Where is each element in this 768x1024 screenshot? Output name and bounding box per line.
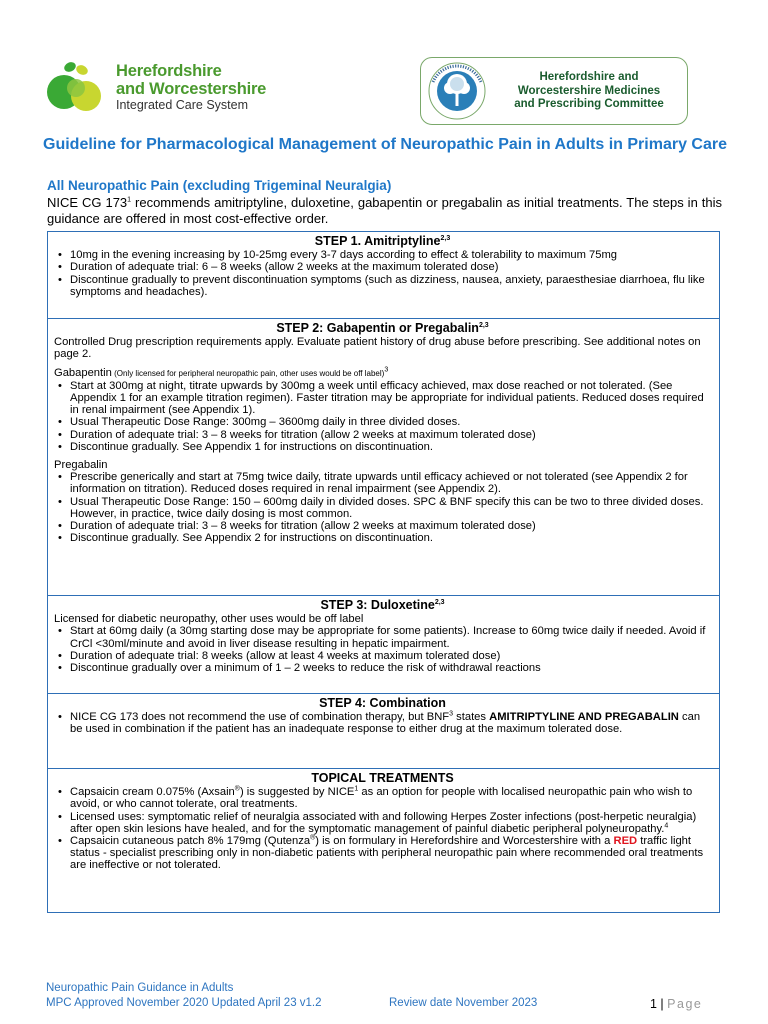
topical-b1-b: ) is suggested by NICE — [239, 786, 355, 799]
step4-text-b: states — [453, 711, 490, 724]
step2-section — [48, 319, 719, 596]
list-item — [54, 711, 711, 735]
step3-note: Licensed for diabetic neuropathy, other uses would be off label — [54, 613, 364, 626]
list-item: • Discontinue gradually. See Appendix 2 for instructions on discontinuation. — [54, 532, 711, 544]
step3-section — [48, 596, 719, 694]
step2-ref: 2,3 — [478, 321, 489, 329]
step4-section — [48, 694, 719, 769]
topical-b1-reg: ® — [234, 785, 240, 793]
list-item: • Prescribe generically and start at 75mg twice daily, titrate upwards until efficacy achieved or not tolerated (see Appendix 2 for information on titration). Reduced doses required in renal impairment (see Appendix 2). — [54, 471, 711, 495]
ics-logo — [46, 58, 316, 114]
topical-list — [54, 786, 711, 871]
red-status-label: RED — [613, 835, 638, 848]
list-item — [54, 786, 711, 810]
list-item: • Duration of adequate trial: 3 – 8 weeks for titration (allow 2 weeks at maximum tolerated dose) — [54, 429, 711, 441]
footer-row2 — [46, 996, 716, 1011]
intro-text — [47, 195, 722, 226]
step1-title-text: STEP 1. Amitriptyline — [314, 234, 441, 248]
list-item: • 10mg in the evening increasing by 10-25mg every 3-7 days according to effect & tolerability to maximum 75mg — [54, 249, 711, 261]
step1-ref: 2,3 — [440, 234, 451, 242]
list-item — [54, 811, 711, 835]
list-item: • Usual Therapeutic Dose Range: 300mg – 3600mg daily in three divided doses. — [54, 416, 711, 428]
list-item — [54, 835, 711, 872]
ics-logo-line2: and Worcestershire — [116, 80, 267, 98]
page-number-value: 1 — [650, 997, 657, 1011]
step4-list — [54, 711, 711, 735]
ics-logo-line1: Herefordshire — [116, 62, 222, 80]
step4-text-a: NICE CG 173 does not recommend the use of combination therapy, but BNF — [70, 711, 450, 724]
page-word: Page — [667, 997, 703, 1011]
step4-title: STEP 4: Combination — [319, 696, 446, 710]
footer-review: Review date November 2023 — [389, 997, 538, 1009]
mpc-logo — [420, 57, 688, 125]
step2-note: Controlled Drug prescription requirements apply. Evaluate patient history of drug abuse before prescribing. See additional notes on page 2. — [54, 336, 701, 361]
topical-b2-a: Licensed uses: symptomatic relief of neuralgia associated with and following Herpes Zoster infections (post-herpetic neuralgia) after open skin lesions have healed, and for the symptomatic management of painful diabetic peripheral polyneuropathy. — [70, 810, 697, 835]
topical-b3-a: Capsaicin cutaneous patch 8% 179mg (Qutenza — [70, 835, 311, 848]
step1-section — [48, 232, 719, 319]
gabapentin-ref: 3 — [384, 365, 389, 373]
step2-title-text: STEP 2: Gabapentin or Pregabalin — [276, 321, 479, 335]
gabapentin-label: Gabapentin — [54, 366, 112, 379]
list-item: • Duration of adequate trial: 3 – 8 weeks for titration (allow 2 weeks at maximum tolerated dose) — [54, 520, 711, 532]
mpc-logo-line3: and Prescribing Committee — [514, 98, 664, 110]
topical-b3-c: traffic light status - specialist prescribing only in non-diabetic patients with peripheral neuropathic pain where recommended oral treatments are ineffective or not tolerated. — [70, 835, 704, 872]
page-footer — [46, 981, 716, 1011]
pregabalin-heading: Pregabalin — [54, 459, 108, 472]
page-number-sep: | — [656, 997, 668, 1011]
gabapentin-heading — [54, 367, 711, 380]
page-number — [650, 997, 702, 1011]
step2-title — [54, 322, 711, 334]
step4-text-c: can be used in combination if the patient has an inadequate response to either drug at the maximum tolerated dose. — [70, 711, 701, 736]
intro-ref: 1 — [127, 196, 132, 204]
mpc-logo-text — [499, 71, 679, 112]
list-item: • Discontinue gradually to prevent discontinuation symptoms (such as dizziness, nausea, anxiety, paraesthesiae diarrhoea, flu like symptoms and headaches). — [54, 274, 711, 298]
step3-title-text: STEP 3: Duloxetine — [320, 598, 435, 612]
list-item: • Start at 60mg daily (a 30mg starting dose may be appropriate for some patients). Increase to 60mg twice daily if needed. Avoid if CrCl <30ml/minute and avoid in liver disease resulting in hepatic impairment. — [54, 625, 711, 649]
step1-list — [54, 249, 711, 298]
footer-title: Neuropathic Pain Guidance in Adults — [46, 982, 234, 994]
fruit-logo-icon — [46, 58, 108, 114]
list-item: • Duration of adequate trial: 8 weeks (allow at least 4 weeks at maximum tolerated dose) — [54, 650, 711, 662]
topical-b3-reg: ® — [310, 834, 316, 842]
step4-text-bold: AMITRIPTYLINE AND PREGABALIN — [489, 711, 679, 724]
mpc-logo-line2: Worcestershire Medicines — [517, 84, 661, 97]
topical-section — [48, 769, 719, 912]
intro-heading: All Neuropathic Pain (excluding Trigeminal Neuralgia) — [47, 178, 392, 193]
topical-title: TOPICAL TREATMENTS — [311, 771, 454, 785]
topical-b1-ref: 1 — [354, 785, 359, 793]
step3-list — [54, 625, 711, 674]
list-item: • Start at 300mg at night, titrate upwards by 300mg a week until efficacy achieved, max dose reached or not tolerated. (See Appendix 1 for an example titration regimen). Faster titration may be appropriate for individual patients. Reduced doses required in renal impairment (see Appendix 1). — [54, 380, 711, 417]
step3-ref: 2,3 — [434, 598, 445, 606]
topical-b3-b: ) is on formulary in Herefordshire and Worcestershire with a — [315, 835, 614, 848]
intro-text-b: recommends amitriptyline, duloxetine, gabapentin or pregabalin as initial treatments. The steps in this guidance are offered in most cost-effective order. — [47, 195, 722, 226]
topical-b2-ref: 4 — [664, 822, 669, 830]
tree-seal-icon — [423, 60, 493, 122]
step1-title — [54, 235, 711, 247]
gabapentin-list — [54, 380, 711, 453]
list-item: • Discontinue gradually. See Appendix 1 for instructions on discontinuation. — [54, 441, 711, 453]
topical-b1-c: as an option for people with localised neuropathic pain who wish to avoid, or who cannot tolerate, oral treatments. — [70, 786, 693, 811]
step4-ref: 3 — [449, 710, 454, 718]
guideline-steps-table — [47, 231, 720, 913]
topical-b1-a: Capsaicin cream 0.075% (Axsain — [70, 786, 235, 799]
pregabalin-list — [54, 471, 711, 544]
mpc-logo-line1: Herefordshire and — [539, 71, 639, 83]
footer-approved: MPC Approved November 2020 Updated April 23 v1.2 — [46, 997, 322, 1009]
page-header — [0, 0, 768, 125]
list-item: • Duration of adequate trial: 6 – 8 weeks (allow 2 weeks at the maximum tolerated dose) — [54, 261, 711, 273]
step3-title — [54, 599, 711, 611]
list-item: • Discontinue gradually over a minimum of 1 – 2 weeks to reduce the risk of withdrawal reactions — [54, 662, 711, 674]
intro-text-a: NICE CG 173 — [47, 195, 128, 210]
ics-logo-line3: Integrated Care System — [116, 98, 249, 112]
list-item: • Usual Therapeutic Dose Range: 150 – 600mg daily in divided doses. SPC & BNF specify this can be two to three divided doses. However, in practice, twice daily dosing is most common. — [54, 496, 711, 520]
gabapentin-note: (Only licensed for peripheral neuropathic pain, other uses would be off label) — [111, 368, 385, 378]
page-title: Guideline for Pharmacological Management of Neuropathic Pain in Adults in Primary Care — [43, 136, 727, 153]
